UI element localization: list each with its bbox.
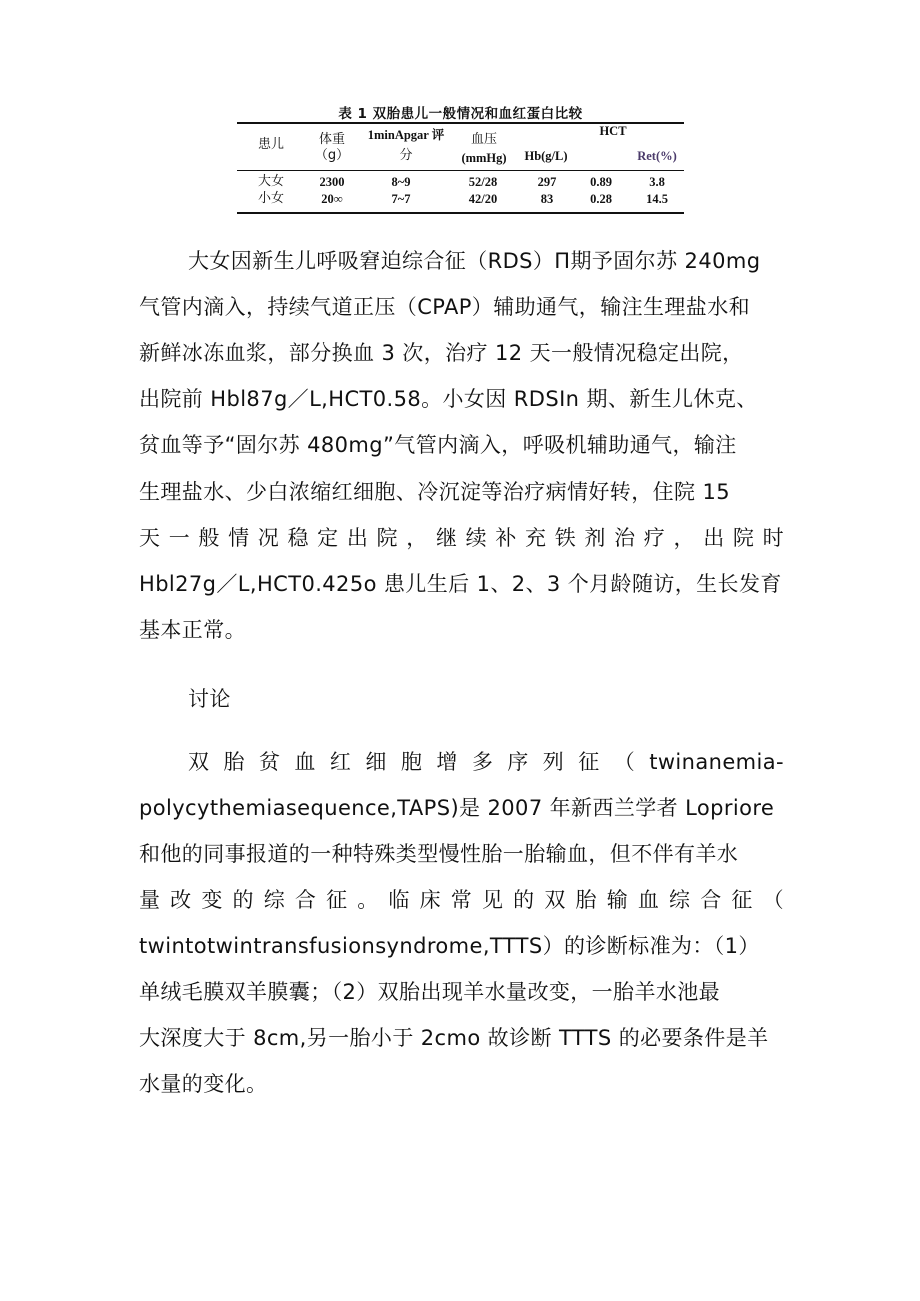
paragraph-line: 双胎贫血红细胞增多序列征（twinanemia- — [188, 750, 784, 774]
header-hct: HCT — [599, 124, 627, 138]
row1-ret: 3.8 — [649, 175, 665, 189]
paragraph-line: 和他的同事报道的一种特殊类型慢性胎一胎输血，但不伴有羊水 — [139, 842, 739, 866]
row2-hct: 0.28 — [590, 192, 612, 206]
paragraph-line: 大女因新生儿呼吸窘迫综合征（RDS）Π期予固尔苏 240mg — [188, 249, 761, 273]
header-bp-line2: (mmHg) — [461, 151, 507, 165]
paragraph-line: 出院前 Hbl87g／L,HCT0.58。小女因 RDSIn 期、新生儿休克、 — [139, 387, 758, 411]
row2-hb: 83 — [540, 192, 554, 206]
paragraph-line: twintotwintransfusionsyndrome,TTTS）的诊断标准为：（1） — [139, 934, 760, 958]
paragraph-line: polycythemiasequence,TAPS)是 2007 年新西兰学者 Lopriore — [139, 796, 775, 820]
row1-bp: 52/28 — [468, 175, 498, 189]
paragraph-line: 单绒毛膜双羊膜囊；（2）双胎出现羊水量改变，一胎羊水池最 — [139, 980, 721, 1004]
header-hb: Hb(g/L) — [524, 149, 568, 163]
paragraph-line: 新鲜冰冻血浆，部分换血 3 次，治疗 12 天一般情况稳定出院， — [139, 341, 744, 365]
paragraph-line: Hbl27g／L,HCT0.425o 患儿生后 1、2、3 个月龄随访，生长发育 — [139, 572, 782, 596]
paragraph-line: 天一般情况稳定出院，继续补充铁剂治疗，出院时 — [139, 526, 784, 550]
header-weight-line1: 体重 — [318, 132, 345, 147]
table-title: 表 1 双胎患儿一般情况和血红蛋白比较 — [338, 106, 583, 122]
header-weight-line2: （g） — [314, 148, 350, 163]
header-ret: Ret(%) — [637, 149, 677, 163]
row1-apgar: 8~9 — [391, 175, 411, 189]
header-bp-line1: 血压 — [470, 132, 497, 147]
table-bottom-rule — [237, 212, 684, 214]
paragraph-line: 气管内滴入，持续气道正压（CPAP）辅助通气，输注生理盐水和 — [139, 295, 751, 319]
row1-weight: 2300 — [319, 175, 345, 189]
row2-patient: 小女 — [257, 191, 284, 206]
row1-hct: 0.89 — [590, 175, 612, 189]
row2-weight: 20∞ — [321, 192, 343, 206]
paragraph-line: 贫血等予“固尔苏 480mg”气管内滴入，呼吸机辅助通气，输注 — [139, 433, 737, 457]
table-header-rule — [237, 170, 684, 171]
paragraph-line: 基本正常。 — [139, 618, 246, 642]
header-apgar-line1: 1minApgar 评 — [367, 128, 445, 142]
row2-ret: 14.5 — [646, 192, 668, 206]
header-apgar-line2: 分 — [399, 148, 413, 163]
paragraph-line: 生理盐水、少白浓缩红细胞、冷沉淀等治疗病情好转，住院 15 — [139, 480, 730, 504]
header-patient: 患儿 — [257, 137, 284, 152]
row2-bp: 42/20 — [468, 192, 498, 206]
paragraph-line: 大深度大于 8cm,另一胎小于 2cmo 故诊断 TTTS 的必要条件是羊 — [139, 1026, 769, 1050]
paragraph-line: 水量的变化。 — [139, 1072, 268, 1096]
section-heading: 讨论 — [188, 687, 231, 711]
paragraph-line: 量改变的综合征。临床常见的双胎输血综合征（ — [139, 888, 784, 912]
row2-apgar: 7~7 — [391, 192, 411, 206]
row1-hb: 297 — [537, 175, 557, 189]
row1-patient: 大女 — [257, 174, 284, 189]
